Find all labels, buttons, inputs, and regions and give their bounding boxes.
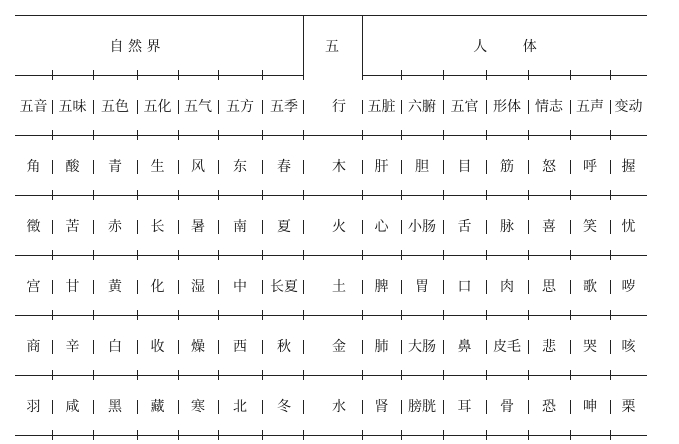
- rule-tick: [52, 310, 53, 320]
- rule-tick: [137, 190, 138, 200]
- rule-tick: [218, 430, 219, 440]
- table-cell: 土: [332, 279, 346, 295]
- rule-tick: [262, 190, 263, 200]
- column-header: 五声: [576, 99, 604, 115]
- rule-tick: [262, 310, 263, 320]
- rule-tick: [362, 130, 363, 140]
- rule-tick: [610, 370, 611, 380]
- table-cell: 皮毛: [493, 339, 521, 355]
- rule-tick: [178, 190, 179, 200]
- table-cell: 角: [26, 159, 41, 175]
- table-cell: 木: [332, 159, 346, 175]
- table-cell: 悲: [542, 339, 556, 355]
- table-cell: 水: [332, 399, 346, 415]
- table-cell: 藏: [150, 399, 165, 415]
- cell-divider: [362, 400, 363, 414]
- cell-divider: [401, 340, 402, 354]
- rule-tick: [137, 130, 138, 140]
- table-cell: 赤: [108, 219, 122, 235]
- column-header: 形体: [493, 99, 521, 115]
- table-cell: 北: [233, 399, 247, 415]
- column-header: 五方: [226, 99, 254, 115]
- rule-tick: [486, 310, 487, 320]
- cell-divider: [610, 100, 611, 114]
- header-rule-left: [15, 75, 303, 76]
- cell-divider: [610, 340, 611, 354]
- column-header: 五气: [184, 99, 212, 115]
- column-header: 五色: [101, 99, 129, 115]
- cell-divider: [362, 160, 363, 174]
- rule-tick: [52, 430, 53, 440]
- cell-divider: [52, 280, 53, 294]
- cell-divider: [443, 340, 444, 354]
- rule-tick: [570, 250, 571, 260]
- rule-tick: [93, 130, 94, 140]
- rule-tick: [137, 430, 138, 440]
- table-cell: 黄: [108, 279, 122, 295]
- cell-divider: [178, 220, 179, 234]
- cell-divider: [486, 400, 487, 414]
- rule-tick: [570, 190, 571, 200]
- column-header: 五季: [270, 99, 298, 115]
- rule-tick: [262, 430, 263, 440]
- header-rule-right: [362, 75, 647, 76]
- cell-divider: [93, 220, 94, 234]
- cell-divider: [303, 340, 304, 354]
- rule-tick: [262, 370, 263, 380]
- table-cell: 甘: [65, 279, 80, 295]
- cell-divider: [528, 160, 529, 174]
- cell-divider: [486, 160, 487, 174]
- rule-tick: [137, 250, 138, 260]
- table-cell: 长夏: [270, 279, 298, 295]
- table-cell: 大肠: [408, 339, 436, 355]
- table-cell: 收: [150, 339, 165, 355]
- table-cell: 呼: [583, 159, 597, 175]
- table-cell: 胃: [415, 279, 429, 295]
- rule-tick: [178, 370, 179, 380]
- rule-tick: [486, 370, 487, 380]
- cell-divider: [443, 160, 444, 174]
- rule-tick: [93, 190, 94, 200]
- table-cell: 膀胱: [408, 399, 436, 415]
- table-cell: 羽: [26, 399, 41, 415]
- rule-tick: [401, 430, 402, 440]
- table-cell: 哭: [583, 339, 597, 355]
- cell-divider: [262, 160, 263, 174]
- rule-tick: [218, 370, 219, 380]
- cell-divider: [262, 220, 263, 234]
- cell-divider: [52, 340, 53, 354]
- table-cell: 咳: [621, 339, 636, 355]
- table-cell: 骨: [500, 399, 514, 415]
- table-cell: 脾: [374, 279, 389, 295]
- rule-tick: [610, 250, 611, 260]
- table-cell: 恐: [542, 399, 556, 415]
- rule-tick: [401, 250, 402, 260]
- rule-tick: [218, 310, 219, 320]
- rule-tick: [443, 310, 444, 320]
- table-cell: 目: [457, 159, 472, 175]
- rule-tick: [570, 430, 571, 440]
- cell-divider: [137, 160, 138, 174]
- cell-divider: [93, 340, 94, 354]
- rule-tick: [93, 250, 94, 260]
- table-cell: 笑: [583, 219, 597, 235]
- cell-divider: [486, 280, 487, 294]
- cell-divider: [401, 100, 402, 114]
- cell-divider: [401, 220, 402, 234]
- table-cell: 口: [457, 279, 472, 295]
- rule-tick: [362, 250, 363, 260]
- rule-tick: [610, 310, 611, 320]
- row-rule: [15, 315, 647, 316]
- cell-divider: [52, 100, 53, 114]
- table-cell: 舌: [457, 219, 472, 235]
- rule-tick: [218, 250, 219, 260]
- column-header: 五味: [58, 99, 87, 115]
- rule-tick: [303, 250, 304, 260]
- rule-tick: [218, 190, 219, 200]
- column-header: 五脏: [367, 99, 396, 115]
- table-cell: 耳: [457, 399, 472, 415]
- rule-tick: [401, 130, 402, 140]
- cell-divider: [178, 100, 179, 114]
- cell-divider: [570, 280, 571, 294]
- cell-divider: [303, 100, 304, 114]
- cell-divider: [262, 400, 263, 414]
- rule-tick: [443, 70, 444, 80]
- cell-divider: [362, 280, 363, 294]
- table-cell: 南: [233, 219, 247, 235]
- rule-tick: [528, 130, 529, 140]
- cell-divider: [218, 100, 219, 114]
- cell-divider: [93, 400, 94, 414]
- table-cell: 鼻: [457, 339, 472, 355]
- cell-divider: [178, 340, 179, 354]
- rule-tick: [528, 370, 529, 380]
- rule-tick: [52, 70, 53, 80]
- rule-tick: [610, 130, 611, 140]
- rule-tick: [303, 430, 304, 440]
- cell-divider: [362, 100, 363, 114]
- table-cell: 喜: [542, 219, 556, 235]
- table-cell: 夏: [277, 219, 291, 235]
- rule-tick: [570, 70, 571, 80]
- rule-tick: [570, 370, 571, 380]
- rule-tick: [93, 430, 94, 440]
- table-cell: 白: [108, 339, 122, 355]
- cell-divider: [610, 400, 611, 414]
- cell-divider: [486, 220, 487, 234]
- cell-divider: [218, 400, 219, 414]
- cell-divider: [610, 280, 611, 294]
- rule-tick: [610, 70, 611, 80]
- cell-divider: [137, 280, 138, 294]
- table-cell: 肾: [374, 399, 389, 415]
- table-cell: 徵: [26, 219, 41, 235]
- table-cell: 咸: [65, 399, 80, 415]
- cell-divider: [303, 220, 304, 234]
- rule-tick: [486, 430, 487, 440]
- cell-divider: [218, 220, 219, 234]
- table-cell: 肝: [374, 159, 389, 175]
- rule-tick: [262, 250, 263, 260]
- cell-divider: [528, 280, 529, 294]
- cell-divider: [178, 400, 179, 414]
- table-cell: 辛: [65, 339, 80, 355]
- rule-tick: [303, 370, 304, 380]
- rule-tick: [303, 70, 304, 80]
- rule-tick: [570, 310, 571, 320]
- table-cell: 栗: [621, 399, 636, 415]
- rule-tick: [262, 130, 263, 140]
- cell-divider: [93, 160, 94, 174]
- table-cell: 呻: [583, 399, 597, 415]
- table-cell: 冬: [277, 399, 291, 415]
- column-header: 情志: [535, 99, 563, 115]
- cell-divider: [528, 340, 529, 354]
- table-cell: 忧: [621, 219, 636, 235]
- cell-divider: [262, 100, 263, 114]
- rule-tick: [610, 430, 611, 440]
- cell-divider: [303, 400, 304, 414]
- cell-divider: [401, 280, 402, 294]
- header-wu: 五: [325, 39, 339, 55]
- cell-divider: [137, 220, 138, 234]
- rule-tick: [486, 190, 487, 200]
- cell-divider: [362, 340, 363, 354]
- table-cell: 思: [542, 279, 556, 295]
- rule-tick: [178, 310, 179, 320]
- cell-divider: [528, 220, 529, 234]
- table-cell: 怒: [542, 159, 556, 175]
- cell-divider: [52, 220, 53, 234]
- cell-divider: [262, 280, 263, 294]
- rule-tick: [52, 130, 53, 140]
- rule-tick: [362, 190, 363, 200]
- cell-divider: [570, 100, 571, 114]
- table-cell: 湿: [191, 279, 205, 295]
- table-cell: 西: [233, 339, 247, 355]
- cell-divider: [362, 220, 363, 234]
- rule-tick: [303, 310, 304, 320]
- cell-divider: [570, 160, 571, 174]
- rule-tick: [362, 310, 363, 320]
- rule-tick: [93, 370, 94, 380]
- column-header: 五官: [450, 99, 479, 115]
- cell-divider: [486, 340, 487, 354]
- table-cell: 长: [150, 219, 165, 235]
- table-cell: 肉: [500, 279, 514, 295]
- rule-tick: [303, 130, 304, 140]
- column-header: 行: [332, 99, 346, 115]
- table-cell: 哕: [621, 279, 636, 295]
- table-cell: 生: [150, 159, 165, 175]
- cell-divider: [218, 340, 219, 354]
- cell-divider: [137, 100, 138, 114]
- cell-divider: [303, 160, 304, 174]
- cell-divider: [570, 340, 571, 354]
- table-cell: 握: [621, 159, 636, 175]
- table-cell: 小肠: [408, 219, 436, 235]
- row-rule: [15, 435, 647, 436]
- row-rule: [15, 195, 647, 196]
- header-divider: [303, 15, 304, 75]
- cell-divider: [528, 400, 529, 414]
- table-cell: 风: [191, 159, 205, 175]
- row-rule: [15, 375, 647, 376]
- table-cell: 中: [233, 279, 247, 295]
- rule-tick: [443, 130, 444, 140]
- cell-divider: [303, 280, 304, 294]
- cell-divider: [401, 400, 402, 414]
- rule-tick: [137, 70, 138, 80]
- table-cell: 化: [150, 279, 165, 295]
- rule-tick: [218, 130, 219, 140]
- table-cell: 黑: [108, 399, 122, 415]
- cell-divider: [443, 280, 444, 294]
- table-cell: 火: [332, 219, 346, 235]
- rule-tick: [528, 430, 529, 440]
- table-cell: 寒: [191, 399, 205, 415]
- rule-tick: [52, 370, 53, 380]
- rule-tick: [486, 70, 487, 80]
- table-cell: 酸: [65, 159, 80, 175]
- rule-tick: [178, 430, 179, 440]
- rule-tick: [218, 70, 219, 80]
- cell-divider: [443, 100, 444, 114]
- cell-divider: [401, 160, 402, 174]
- rule-tick: [610, 190, 611, 200]
- rule-tick: [93, 70, 94, 80]
- rule-tick: [52, 250, 53, 260]
- rule-tick: [52, 190, 53, 200]
- table-cell: 暑: [191, 219, 205, 235]
- cell-divider: [218, 280, 219, 294]
- table-cell: 宫: [26, 279, 41, 295]
- cell-divider: [610, 160, 611, 174]
- cell-divider: [610, 220, 611, 234]
- rule-tick: [178, 250, 179, 260]
- rule-tick: [486, 130, 487, 140]
- rule-tick: [528, 310, 529, 320]
- rule-tick: [401, 190, 402, 200]
- table-cell: 东: [233, 159, 247, 175]
- cell-divider: [93, 100, 94, 114]
- cell-divider: [570, 220, 571, 234]
- cell-divider: [443, 220, 444, 234]
- rule-tick: [262, 70, 263, 80]
- table-cell: 胆: [415, 159, 429, 175]
- table-cell: 春: [277, 159, 291, 175]
- rule-tick: [486, 250, 487, 260]
- rule-tick: [443, 250, 444, 260]
- cell-divider: [443, 400, 444, 414]
- rule-tick: [137, 310, 138, 320]
- rule-tick: [178, 130, 179, 140]
- rule-tick: [570, 130, 571, 140]
- header-human: 人 体: [473, 39, 537, 55]
- cell-divider: [137, 340, 138, 354]
- table-cell: 心: [374, 219, 389, 235]
- column-header: 五音: [19, 99, 48, 115]
- rule-tick: [528, 190, 529, 200]
- rule-tick: [303, 190, 304, 200]
- cell-divider: [528, 100, 529, 114]
- rule-tick: [362, 430, 363, 440]
- table-cell: 肺: [374, 339, 389, 355]
- rule-tick: [401, 310, 402, 320]
- cell-divider: [262, 340, 263, 354]
- rule-tick: [443, 370, 444, 380]
- column-header: 变动: [614, 99, 643, 115]
- rule-tick: [93, 310, 94, 320]
- rule-tick: [137, 370, 138, 380]
- cell-divider: [218, 160, 219, 174]
- table-cell: 燥: [191, 339, 205, 355]
- row-rule: [15, 135, 647, 136]
- header-divider: [362, 15, 363, 75]
- rule-tick: [443, 190, 444, 200]
- cell-divider: [137, 400, 138, 414]
- table-cell: 脉: [500, 219, 514, 235]
- rule-tick: [362, 70, 363, 80]
- table-cell: 筋: [500, 159, 514, 175]
- rule-tick: [528, 70, 529, 80]
- cell-divider: [52, 160, 53, 174]
- header-nature: 自 然 界: [109, 39, 161, 55]
- cell-divider: [486, 100, 487, 114]
- rule-tick: [401, 370, 402, 380]
- rule-tick: [528, 250, 529, 260]
- rule-tick: [443, 430, 444, 440]
- table-cell: 苦: [65, 219, 80, 235]
- table-cell: 青: [108, 159, 122, 175]
- cell-divider: [178, 160, 179, 174]
- cell-divider: [178, 280, 179, 294]
- table-cell: 秋: [277, 339, 291, 355]
- table-cell: 歌: [583, 279, 597, 295]
- cell-divider: [570, 400, 571, 414]
- cell-divider: [52, 400, 53, 414]
- table-cell: 商: [26, 339, 41, 355]
- cell-divider: [93, 280, 94, 294]
- table-cell: 金: [332, 339, 346, 355]
- rule-tick: [178, 70, 179, 80]
- rule-tick: [401, 70, 402, 80]
- column-header: 五化: [143, 99, 172, 115]
- row-rule: [15, 255, 647, 256]
- column-header: 六腑: [408, 99, 436, 115]
- top-rule: [15, 15, 647, 16]
- rule-tick: [362, 370, 363, 380]
